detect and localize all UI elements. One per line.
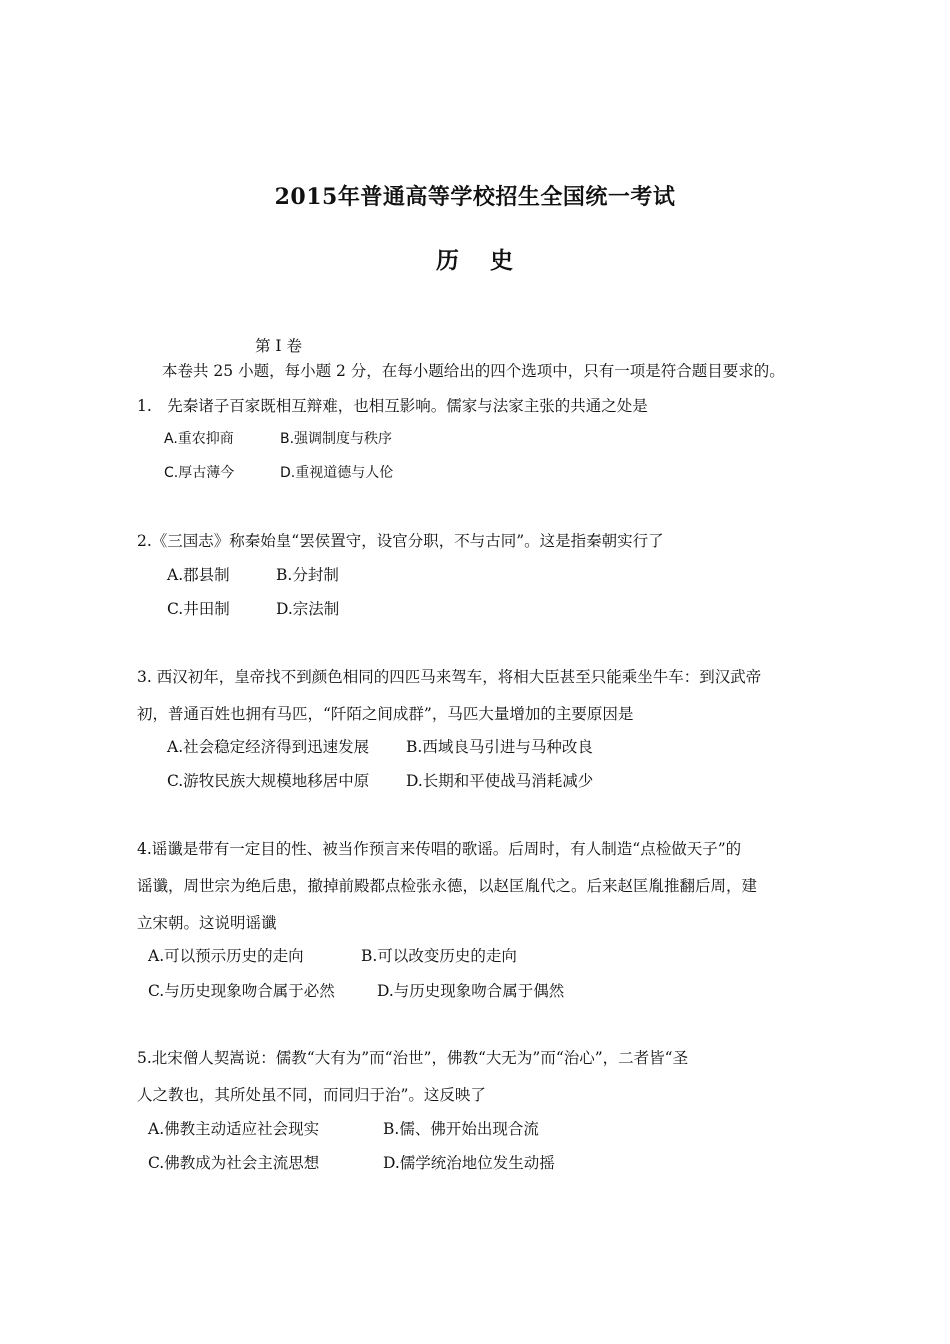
subject-char-1: 历 xyxy=(436,247,460,274)
question-5-option-d[interactable]: D.儒学统治地位发生动摇 xyxy=(383,1154,555,1172)
question-1-option-b[interactable]: B.强调制度与秩序 xyxy=(280,431,393,447)
question-5-text-line-2: 人之教也，其所处虽不同，而同归于治”。这反映了 xyxy=(137,1086,486,1104)
question-5-option-c[interactable]: C.佛教成为社会主流思想 xyxy=(148,1154,320,1172)
question-1-text: 1. 先秦诸子百家既相互辩难，也相互影响。儒家与法家主张的共通之处是 xyxy=(137,397,648,415)
question-3-option-d[interactable]: D.长期和平使战马消耗减少 xyxy=(406,772,594,790)
question-4-text-line-3: 立宋朝。这说明谣谶 xyxy=(137,914,277,932)
subject-char-2: 史 xyxy=(490,247,514,274)
subject-title xyxy=(0,242,950,275)
exam-title: 2015年普通高等学校招生全国统一考试 xyxy=(274,184,676,210)
question-4-text-line-1: 4.谣谶是带有一定目的性、被当作预言来传唱的歌谣。后周时，有人制造“点检做天子”的 xyxy=(137,840,742,858)
question-2-option-a[interactable]: A.郡县制 xyxy=(167,566,230,584)
question-3-option-b[interactable]: B.西域良马引进与马种改良 xyxy=(406,738,593,756)
question-4-option-a[interactable]: A.可以预示历史的走向 xyxy=(148,947,304,965)
question-5-option-a[interactable]: A.佛教主动适应社会现实 xyxy=(148,1120,320,1138)
question-4-option-c[interactable]: C.与历史现象吻合属于必然 xyxy=(148,982,335,1000)
question-2-option-b[interactable]: B.分封制 xyxy=(276,566,339,584)
question-5-option-b[interactable]: B.儒、佛开始出现合流 xyxy=(383,1120,539,1138)
question-4-option-d[interactable]: D.与历史现象吻合属于偶然 xyxy=(377,982,565,1000)
question-3-text-line-1: 3. 西汉初年，皇帝找不到颜色相同的四匹马来驾车，将相大臣甚至只能乘坐牛车：到汉武帝 xyxy=(137,668,762,686)
question-3-text-line-2: 初，普通百姓也拥有马匹，“阡陌之间成群”，马匹大量增加的主要原因是 xyxy=(137,705,634,723)
question-3-option-a[interactable]: A.社会稳定经济得到迅速发展 xyxy=(167,738,370,756)
section-label: 第 I 卷 xyxy=(255,337,302,355)
question-1-option-c[interactable]: C.厚古薄今 xyxy=(164,465,235,481)
question-3-option-c[interactable]: C.游牧民族大规模地移居中原 xyxy=(167,772,370,790)
question-4-text-line-2: 谣谶，周世宗为绝后患，撤掉前殿都点检张永德，以赵匡胤代之。后来赵匡胤推翻后周，建 xyxy=(137,877,758,895)
question-1-option-d[interactable]: D.重视道德与人伦 xyxy=(280,465,394,481)
question-2-text: 2.《三国志》称秦始皇“罢侯置守，设官分职，不与古同”。这是指秦朝实行了 xyxy=(137,532,664,550)
question-2-option-d[interactable]: D.宗法制 xyxy=(276,600,340,618)
section-instructions: 本卷共 25 小题，每小题 2 分，在每小题给出的四个选项中，只有一项是符合题目要求的。 xyxy=(162,362,785,380)
question-2-option-c[interactable]: C.井田制 xyxy=(167,600,230,618)
question-1-option-a[interactable]: A.重农抑商 xyxy=(164,431,234,447)
question-4-option-b[interactable]: B.可以改变历史的走向 xyxy=(361,947,517,965)
question-5-text-line-1: 5.北宋僧人契嵩说：儒教“大有为”而“治世”，佛教“大无为”而“治心”，二者皆“圣 xyxy=(137,1049,689,1067)
